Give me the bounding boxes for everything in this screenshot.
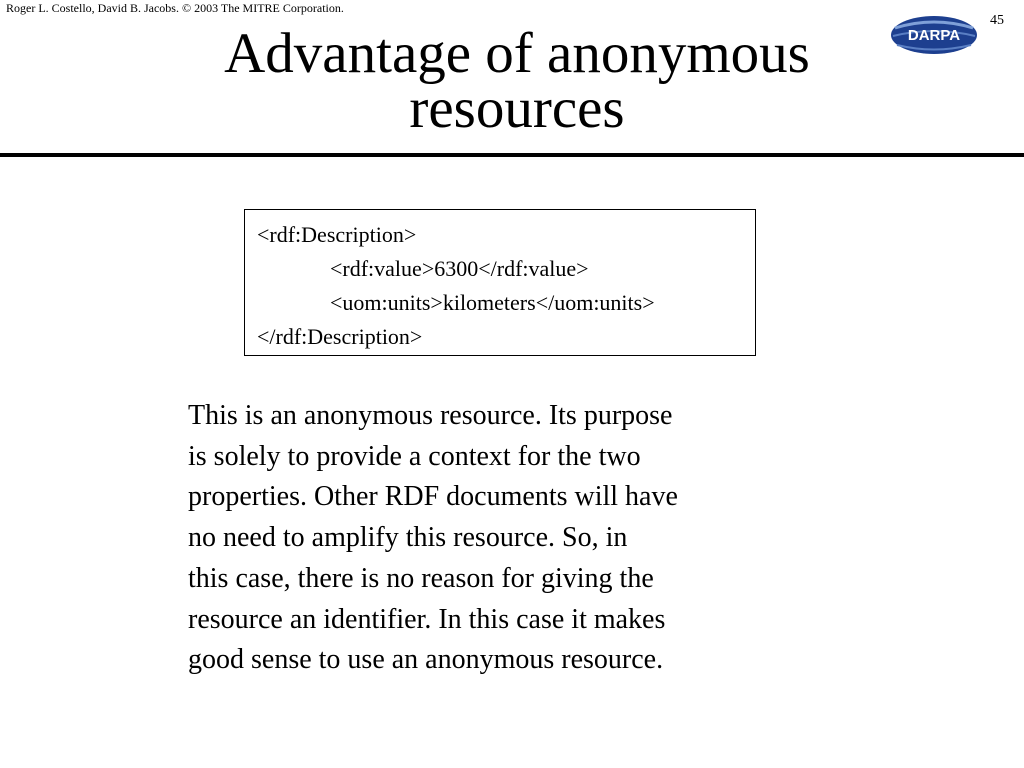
paragraph-line: good sense to use an anonymous resource.	[188, 644, 664, 676]
slide-number: 45	[990, 13, 1004, 28]
code-line: <rdf:Description>	[257, 222, 417, 247]
paragraph-line: no need to amplify this resource. So, in	[188, 522, 628, 554]
paragraph-line: This is an anonymous resource. Its purpose	[188, 400, 673, 431]
code-line: <rdf:value>6300</rdf:value>	[330, 256, 589, 281]
explanation-paragraph	[188, 396, 828, 681]
paragraph-line: this case, there is no reason for giving the	[188, 562, 654, 594]
title-line-2: resources	[409, 77, 625, 140]
paragraph-line: resource an identifier. In this case it makes	[188, 603, 666, 635]
paragraph-line: is solely to provide a context for the two	[188, 440, 641, 472]
paragraph-line: properties. Other RDF documents will have	[188, 481, 678, 513]
code-line: </rdf:Description>	[257, 324, 423, 349]
logo-text: DARPA	[907, 27, 961, 44]
code-line: <uom:units>kilometers</uom:units>	[330, 290, 655, 315]
slide-title	[0, 22, 1024, 140]
rdf-code-box	[244, 209, 756, 356]
copyright-notice: Roger L. Costello, David B. Jacobs. © 2003 The MITRE Corporation.	[6, 1, 344, 15]
title-line-1: Advantage of anonymous	[224, 22, 810, 85]
title-divider	[0, 153, 1024, 157]
